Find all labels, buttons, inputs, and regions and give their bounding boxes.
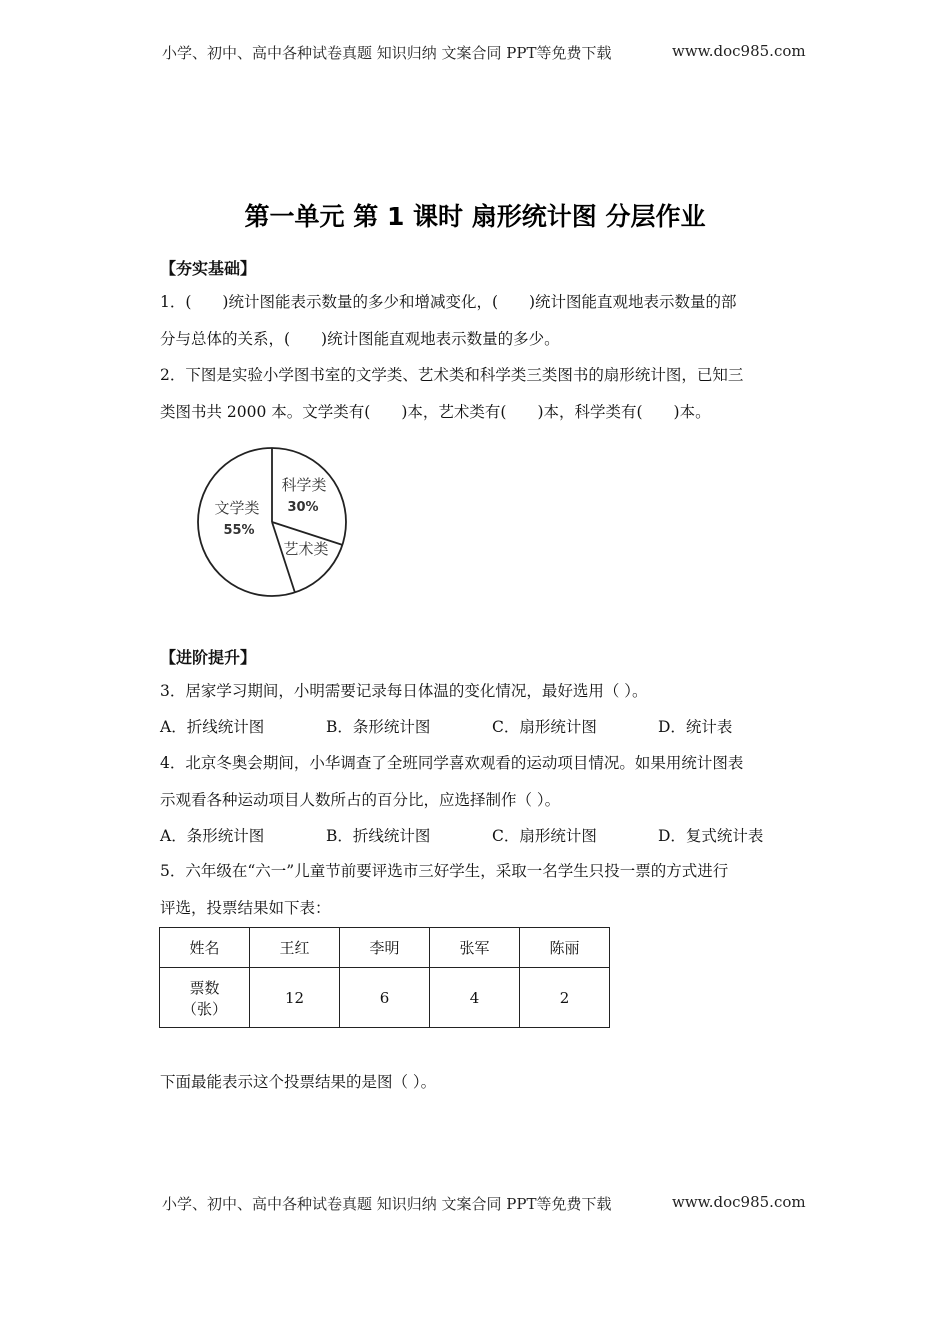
pie-slice-label: 科学类 (281, 476, 327, 494)
row-label-line1: 票数 (189, 978, 220, 997)
section-basic: 【夯实基础】 (160, 259, 257, 278)
table-cell: 4 (430, 968, 520, 1028)
vote-table (159, 927, 610, 1028)
table-header-cell: 姓名 (160, 928, 250, 968)
q4-option-d: D．复式统计表 (658, 827, 764, 845)
q2-line1: 2．下图是实验小学图书室的文学类、艺术类和科学类三类图书的扇形统计图，已知三 (160, 366, 744, 384)
pie-slice-value: 30% (287, 500, 319, 515)
table-header-cell: 张军 (430, 928, 520, 968)
table-row (160, 928, 610, 968)
table-cell: 12 (250, 968, 340, 1028)
q2-line2: 类图书共 2000 本。文学类有( )本，艺术类有( )本，科学类有( )本。 (160, 403, 711, 421)
q1-line2: 分与总体的关系，( )统计图能直观地表示数量的多少。 (160, 330, 560, 348)
q3-option-a: A．折线统计图 (160, 718, 265, 736)
pie-chart (190, 440, 360, 605)
table-header-cell: 陈丽 (520, 928, 610, 968)
q4-option-c: C．扇形统计图 (492, 827, 597, 845)
q5-after: 下面最能表示这个投票结果的是图（ ）。 (160, 1073, 437, 1091)
row-label-line2: （张） (181, 999, 227, 1018)
q1-line1: 1．( )统计图能表示数量的多少和增减变化，( )统计图能直观地表示数量的部 (160, 293, 737, 311)
table-header-cell: 王红 (250, 928, 340, 968)
q3-stem: 3．居家学习期间，小明需要记录每日体温的变化情况，最好选用（ ）。 (160, 682, 648, 700)
section-advanced: 【进阶提升】 (160, 648, 257, 667)
q3-option-b: B．条形统计图 (326, 718, 431, 736)
q4-option-a: A．条形统计图 (160, 827, 265, 845)
table-row (160, 968, 610, 1028)
header-site: www.doc985.com (672, 42, 806, 60)
q5-line2: 评选，投票结果如下表： (160, 899, 331, 917)
q3-option-c: C．扇形统计图 (492, 718, 597, 736)
q3-option-d: D．统计表 (658, 718, 733, 736)
table-cell: 6 (340, 968, 430, 1028)
q4-line1: 4．北京冬奥会期间，小华调查了全班同学喜欢观看的运动项目情况。如果用统计图表 (160, 754, 744, 772)
q5-line1: 5．六年级在“六一”儿童节前要评选市三好学生，采取一名学生只投一票的方式进行 (160, 862, 729, 880)
page-title: 第一单元 第 1 课时 扇形统计图 分层作业 (244, 202, 706, 231)
pie-slice-value: 55% (223, 523, 255, 538)
pie-slice-label: 文学类 (214, 499, 260, 517)
table-row-label (160, 968, 250, 1028)
footer-site: www.doc985.com (672, 1193, 806, 1211)
q4-line2: 示观看各种运动项目人数所占的百分比，应选择制作（ ）。 (160, 791, 561, 809)
q4-option-b: B．折线统计图 (326, 827, 431, 845)
table-cell: 2 (520, 968, 610, 1028)
header-text: 小学、初中、高中各种试卷真题 知识归纳 文案合同 PPT等免费下载 (162, 44, 612, 62)
table-header-cell: 李明 (340, 928, 430, 968)
footer-text: 小学、初中、高中各种试卷真题 知识归纳 文案合同 PPT等免费下载 (162, 1195, 612, 1213)
pie-slice-label: 艺术类 (283, 540, 329, 558)
